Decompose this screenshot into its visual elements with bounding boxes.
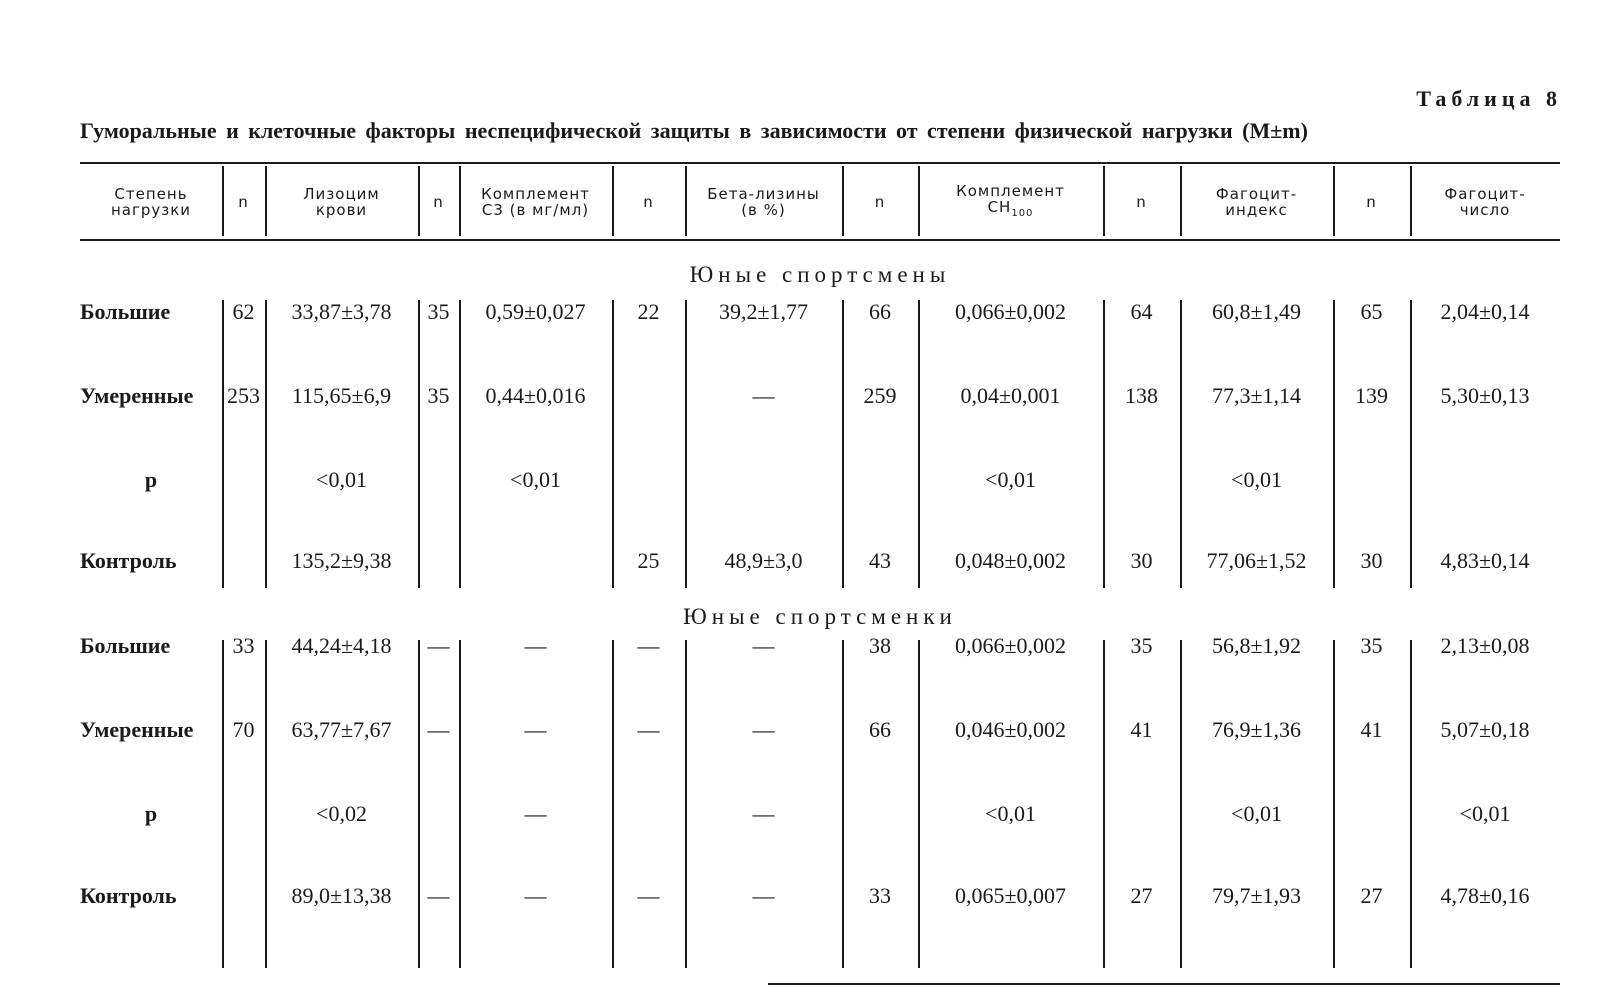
table-cell: 39,2±1,77 <box>718 299 809 324</box>
row-label: p <box>144 467 158 492</box>
table-cell: 30 <box>1360 548 1383 573</box>
header-text: Степень нагрузки <box>110 185 192 219</box>
section-title-girls: Юные спортсменки <box>683 604 957 629</box>
table-cell: 0,046±0,002 <box>954 717 1067 742</box>
table-cell: 77,06±1,52 <box>1206 548 1307 573</box>
table-cell: 63,77±7,67 <box>291 717 392 742</box>
table-cell: — <box>752 801 775 826</box>
table-cell: 27 <box>1360 883 1383 908</box>
table-cell: <0,01 <box>1459 801 1511 826</box>
bottom-rule <box>768 983 1560 985</box>
table-cell: 115,65±6,9 <box>291 383 392 408</box>
table-cell: — <box>524 801 547 826</box>
table-cell: — <box>637 883 660 908</box>
header-text: n <box>433 193 444 211</box>
header-text: n <box>1136 193 1147 211</box>
table-cell: 77,3±1,14 <box>1211 383 1302 408</box>
table-cell: 66 <box>869 717 891 742</box>
table-cell: 0,59±0,027 <box>485 299 586 324</box>
table-cell: 62 <box>232 299 255 324</box>
header-top-rule <box>80 162 1560 164</box>
header-text: Фагоцит- число <box>1444 185 1526 219</box>
table-cell: 38 <box>869 633 891 658</box>
table-cell: 0,066±0,002 <box>954 299 1067 324</box>
row-label: Контроль <box>80 548 177 573</box>
header-text: Фагоцит- индекс <box>1215 185 1298 219</box>
table-cell: 64 <box>1130 299 1153 324</box>
table-cell: 66 <box>869 299 891 324</box>
table-cell: — <box>427 717 450 742</box>
table-cell: 33 <box>232 633 255 658</box>
header-phagocyte-index <box>1180 170 1333 234</box>
header-text: Комплемент $CH_{100}$ <box>956 181 1065 219</box>
table-cell: — <box>524 717 547 742</box>
column-divider <box>842 640 844 968</box>
table-cell: <0,01 <box>1231 467 1282 492</box>
column-divider <box>418 300 420 588</box>
header-n <box>842 170 918 234</box>
table-cell: 35 <box>427 299 450 324</box>
table-cell: 35 <box>427 383 450 408</box>
table-cell: — <box>752 633 775 658</box>
table-cell: 56,8±1,92 <box>1211 633 1302 658</box>
header-lysozyme <box>265 170 418 234</box>
header-bottom-rule <box>80 239 1560 241</box>
header-complement-ch100 <box>918 170 1103 234</box>
table-cell: 135,2±9,38 <box>291 548 392 573</box>
header-text: n <box>874 193 886 211</box>
header-subscript: 100 <box>1011 207 1034 219</box>
header-complement-c3 <box>459 170 612 234</box>
table-cell: 0,065±0,007 <box>954 883 1067 908</box>
header-n <box>222 170 265 234</box>
table-cell: <0,02 <box>316 801 367 826</box>
table-cell: — <box>427 883 450 908</box>
column-divider <box>612 640 614 968</box>
table-cell: <0,01 <box>985 467 1036 492</box>
column-divider <box>1333 640 1335 968</box>
section-title-boys: Юные спортсмены <box>689 262 951 287</box>
header-beta-lysins <box>685 170 842 234</box>
table-cell: 43 <box>869 548 891 573</box>
column-divider <box>222 640 224 968</box>
table-cell: 0,44±0,016 <box>485 383 586 408</box>
table-cell: <0,01 <box>985 801 1036 826</box>
column-divider <box>1103 640 1105 968</box>
table-cell: <0,01 <box>316 467 367 492</box>
row-label: Умеренные <box>80 383 194 408</box>
table-cell: — <box>524 633 547 658</box>
header-text: Бета-лизины (в %) <box>707 185 820 219</box>
table-cell: 44,24±4,18 <box>291 633 392 658</box>
table-cell: — <box>752 717 775 742</box>
table-cell: 76,9±1,36 <box>1211 717 1302 742</box>
table-cell: — <box>637 717 660 742</box>
column-divider <box>222 300 224 588</box>
header-n <box>1333 170 1410 234</box>
table-cell: — <box>427 633 450 658</box>
table-cell: 79,7±1,93 <box>1211 883 1302 908</box>
table-cell: 89,0±13,38 <box>291 883 392 908</box>
table-cell: 5,30±0,13 <box>1440 383 1530 408</box>
column-divider <box>418 640 420 968</box>
header-n <box>1103 170 1180 234</box>
table-cell: 48,9±3,0 <box>724 548 803 573</box>
table-cell: — <box>752 383 775 408</box>
header-load-degree <box>80 170 222 234</box>
table-cell: 35 <box>1130 633 1153 658</box>
table-cell: 2,13±0,08 <box>1440 633 1530 658</box>
table-cell: 253 <box>227 383 260 408</box>
table-title: Гуморальные и клеточные факторы неспецифической защиты в зависимости от степени физической нагрузки (M±m) <box>80 118 1308 143</box>
table-label: Таблица 8 <box>1416 86 1562 111</box>
row-label: Большие <box>80 299 171 324</box>
table-cell: 2,04±0,14 <box>1440 299 1530 324</box>
table-cell: 30 <box>1130 548 1153 573</box>
header-text: Лизоцим крови <box>303 185 380 219</box>
row-label: Контроль <box>80 883 177 908</box>
table-cell: 0,066±0,002 <box>954 633 1067 658</box>
table-cell: 41 <box>1130 717 1153 742</box>
table-cell: 25 <box>637 548 660 573</box>
table-cell: 35 <box>1360 633 1383 658</box>
table-cell: <0,01 <box>510 467 561 492</box>
header-text: n <box>238 193 249 211</box>
table-cell: 0,048±0,002 <box>954 548 1067 573</box>
table-cell: 4,78±0,16 <box>1440 883 1530 908</box>
table-cell: 22 <box>637 299 660 324</box>
table-cell: 259 <box>863 383 897 408</box>
table-cell: 60,8±1,49 <box>1211 299 1302 324</box>
table-cell: 70 <box>232 717 255 742</box>
table-cell: 4,83±0,14 <box>1440 548 1530 573</box>
table-cell: 139 <box>1355 383 1388 408</box>
header-text: n <box>643 193 654 211</box>
table-cell: 65 <box>1360 299 1383 324</box>
table-cell: 27 <box>1130 883 1153 908</box>
table-cell: — <box>752 883 775 908</box>
header-n <box>418 170 459 234</box>
row-label: p <box>144 801 158 826</box>
header-phagocyte-number <box>1410 170 1560 234</box>
table-cell: — <box>637 633 660 658</box>
table-cell: 0,04±0,001 <box>960 383 1061 408</box>
header-text: n <box>1366 193 1377 211</box>
header-n <box>612 170 685 234</box>
table-cell: 41 <box>1360 717 1383 742</box>
table-cell: 33 <box>869 883 891 908</box>
table-cell: <0,01 <box>1231 801 1282 826</box>
header-text: Комплемент С3 (в мг/мл) <box>481 185 590 219</box>
table-cell: — <box>524 883 547 908</box>
row-label: Большие <box>80 633 171 658</box>
table-cell: 5,07±0,18 <box>1440 717 1530 742</box>
table-cell: 138 <box>1125 383 1158 408</box>
row-label: Умеренные <box>80 717 194 742</box>
column-divider <box>459 300 461 588</box>
table-cell: 33,87±3,78 <box>291 299 392 324</box>
